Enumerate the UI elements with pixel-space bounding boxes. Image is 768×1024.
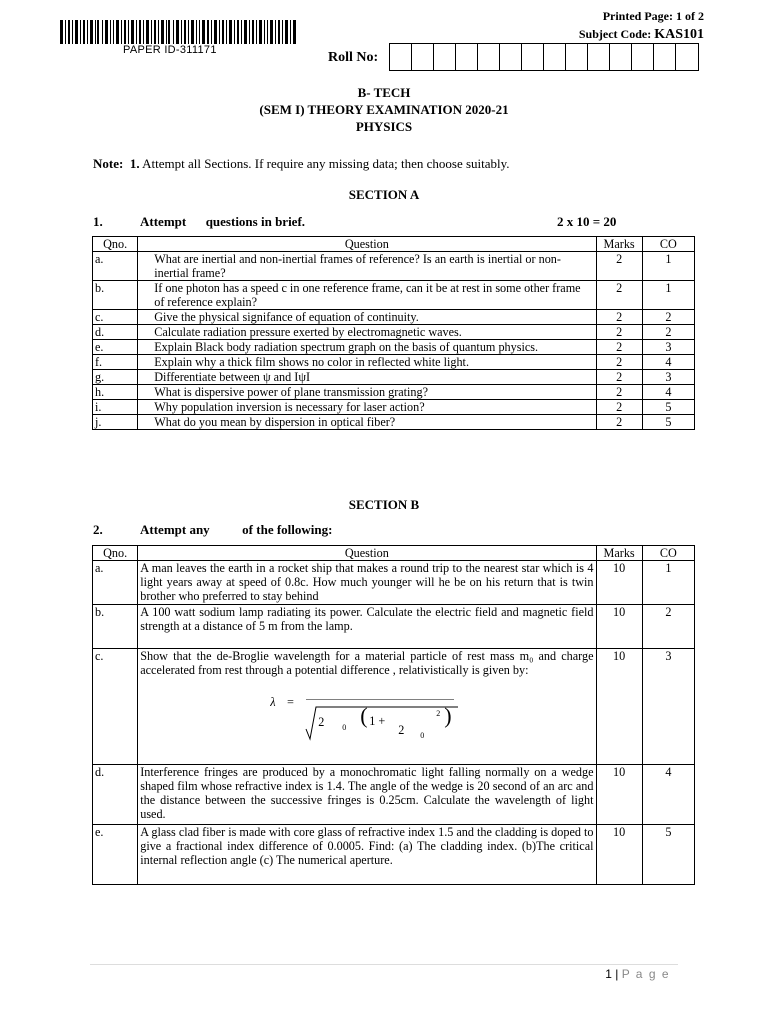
de-broglie-formula (270, 685, 593, 743)
printed-page: Printed Page: 1 of 2 (602, 9, 704, 23)
formula-denom-2: 2 (398, 723, 405, 737)
question-marks: 2 (596, 281, 642, 310)
section-a-title: SECTION A (348, 187, 420, 202)
question-1-text: Attempt questions in brief. (140, 214, 306, 229)
question-text: What are inertial and non-inertial frames of reference? Is an earth is inertial or non-inertial frame? (138, 252, 596, 281)
table-row (93, 400, 695, 415)
question-id: c. (93, 649, 138, 765)
question-co: 1 (642, 252, 694, 281)
exam-title: (SEM I) THEORY EXAMINATION 2020-21 (259, 102, 509, 117)
table-row (93, 561, 695, 605)
table-row (93, 252, 695, 281)
question-id: c. (93, 310, 138, 325)
question-marks: 2 (596, 385, 642, 400)
table-row (93, 355, 695, 370)
question-text (138, 649, 596, 765)
formula-sub-0: 0 (342, 723, 347, 732)
barcode (60, 20, 296, 44)
question-marks: 10 (596, 649, 642, 765)
co-header: CO (642, 237, 694, 252)
question-text: If one photon has a speed c in one reference frame, can it be at rest in some other frame of reference explain? (138, 281, 596, 310)
question-id: b. (93, 281, 138, 310)
table-row (93, 649, 695, 765)
question-co: 3 (642, 340, 694, 355)
subject-title: PHYSICS (355, 119, 413, 134)
roll-no-box[interactable] (566, 44, 588, 70)
page-separator: | (611, 967, 622, 981)
question-text-body: Show that the de-Broglie wavelength for a material particle of rest mass m₀ and charge accelerated from rest through a potential difference , relativistically is given by: (140, 649, 594, 677)
subject-code-label: Subject Code: (578, 27, 655, 41)
question-text: What do you mean by dispersion in optical fiber? (138, 415, 596, 430)
question-marks: 2 (596, 370, 642, 385)
table-header-row (93, 546, 695, 561)
question-co: 1 (642, 281, 694, 310)
roll-no-box[interactable] (434, 44, 456, 70)
question-co: 3 (642, 370, 694, 385)
question-2-number: 2. (93, 522, 103, 537)
section-a-table (92, 236, 695, 430)
question-id: h. (93, 385, 138, 400)
table-row (93, 765, 695, 825)
question-2-text: Attempt any of the following: (140, 522, 333, 537)
question-text: A man leaves the earth in a rocket ship that makes a round trip to the nearest star which is 4 light years away at speed of 0.8c. How much younger will he be on his return that is twin brother who preferred to stay behind (138, 561, 596, 605)
table-row (93, 370, 695, 385)
question-header: Question (138, 237, 596, 252)
question-marks: 10 (596, 825, 642, 885)
roll-no-box[interactable] (456, 44, 478, 70)
question-co: 2 (642, 310, 694, 325)
formula-one-plus: 1 + (369, 714, 386, 728)
formula-equals: = (286, 695, 295, 709)
question-id: j. (93, 415, 138, 430)
qno-header: Qno. (93, 546, 138, 561)
formula-denom-sub-0: 0 (420, 731, 425, 740)
note-text: Attempt all Sections. If require any missing data; then choose suitably. (142, 156, 510, 171)
table-row (93, 325, 695, 340)
question-id: e. (93, 340, 138, 355)
roll-no-box[interactable] (500, 44, 522, 70)
question-co: 2 (642, 605, 694, 649)
roll-no-box[interactable] (412, 44, 434, 70)
question-text: What is dispersive power of plane transmission grating? (138, 385, 596, 400)
question-id: e. (93, 825, 138, 885)
question-co: 2 (642, 325, 694, 340)
question-marks: 2 (596, 355, 642, 370)
question-id: i. (93, 400, 138, 415)
question-id: a. (93, 561, 138, 605)
question-co: 5 (642, 825, 694, 885)
question-text: Explain Black body radiation spectrum graph on the basis of quantum physics. (138, 340, 596, 355)
roll-no-box[interactable] (654, 44, 676, 70)
roll-no-box[interactable] (544, 44, 566, 70)
question-marks: 2 (596, 310, 642, 325)
section-b-title: SECTION B (348, 497, 420, 512)
roll-no-box[interactable] (588, 44, 610, 70)
formula-paren-open: ( (360, 703, 368, 728)
paper-id: PAPER ID-311171 (123, 44, 217, 56)
marks-header: Marks (596, 237, 642, 252)
subject-code-value: KAS101 (654, 27, 704, 42)
question-id: b. (93, 605, 138, 649)
roll-no-box[interactable] (676, 44, 698, 70)
question-1-number: 1. (93, 214, 103, 229)
question-text: Why population inversion is necessary for laser action? (138, 400, 596, 415)
section-b-table (92, 545, 695, 885)
roll-no-box[interactable] (478, 44, 500, 70)
question-text: Calculate radiation pressure exerted by electromagnetic waves. (138, 325, 596, 340)
question-text: Explain why a thick film shows no color in reflected white light. (138, 355, 596, 370)
note (93, 156, 510, 172)
question-id: a. (93, 252, 138, 281)
table-header-row (93, 237, 695, 252)
formula-lambda: λ (270, 695, 276, 709)
formula-exp-2: 2 (436, 709, 441, 718)
question-marks: 10 (596, 605, 642, 649)
question-id: g. (93, 370, 138, 385)
footer-divider (90, 964, 678, 965)
question-co: 1 (642, 561, 694, 605)
question-text: Interference fringes are produced by a monochromatic light falling normally on a wedge shaped film whose refractive index is 1.4. The angle of the wedge is 20 second of an arc and the distance between the successive fringes is 0.25cm. Calculate the wavelength of light used. (138, 765, 596, 825)
roll-no-box[interactable] (522, 44, 544, 70)
question-id: d. (93, 325, 138, 340)
question-co: 5 (642, 415, 694, 430)
subject-code (579, 27, 704, 43)
roll-no-box[interactable] (632, 44, 654, 70)
question-co: 4 (642, 385, 694, 400)
table-row (93, 310, 695, 325)
roll-no-box[interactable] (390, 44, 412, 70)
note-label: Note: (93, 156, 124, 171)
question-co: 3 (642, 649, 694, 765)
degree-title: B- TECH (357, 85, 411, 100)
question-marks: 2 (596, 252, 642, 281)
question-co: 4 (642, 355, 694, 370)
question-marks: 10 (596, 561, 642, 605)
roll-no-label: Roll No: (328, 50, 379, 65)
formula-term-2: 2 (318, 715, 325, 729)
question-text: A 100 watt sodium lamp radiating its power. Calculate the electric field and magnetic field strength at a distance of 5 m from the lamp. (138, 605, 596, 649)
table-row (93, 385, 695, 400)
question-id: f. (93, 355, 138, 370)
formula-paren-close: ) (444, 703, 452, 728)
question-1-marks: 2 x 10 = 20 (557, 214, 617, 229)
question-marks: 2 (596, 400, 642, 415)
question-marks: 2 (596, 415, 642, 430)
question-text: Give the physical signifance of equation of continuity. (138, 310, 596, 325)
qno-header: Qno. (93, 237, 138, 252)
table-row (93, 825, 695, 885)
table-row (93, 415, 695, 430)
table-row (93, 340, 695, 355)
question-header: Question (138, 546, 596, 561)
question-text: A glass clad fiber is made with core glass of refractive index 1.5 and the cladding is doped to give a fractional index difference of 0.0005. Find: (a) The cladding index. (b)The critical internal reflection angle (c) The numerical aperture. (138, 825, 596, 885)
table-row (93, 281, 695, 310)
question-text: Differentiate between ψ and IψI (138, 370, 596, 385)
page-footer (605, 967, 670, 981)
question-marks: 2 (596, 325, 642, 340)
co-header: CO (642, 546, 694, 561)
roll-no-box[interactable] (610, 44, 632, 70)
table-row (93, 605, 695, 649)
roll-no-boxes (389, 43, 699, 71)
question-co: 4 (642, 765, 694, 825)
question-id: d. (93, 765, 138, 825)
note-number: 1. (129, 156, 140, 171)
question-co: 5 (642, 400, 694, 415)
page-number: 1 (605, 967, 612, 981)
question-marks: 10 (596, 765, 642, 825)
marks-header: Marks (596, 546, 642, 561)
question-marks: 2 (596, 340, 642, 355)
page-word: P a g e (621, 967, 670, 981)
